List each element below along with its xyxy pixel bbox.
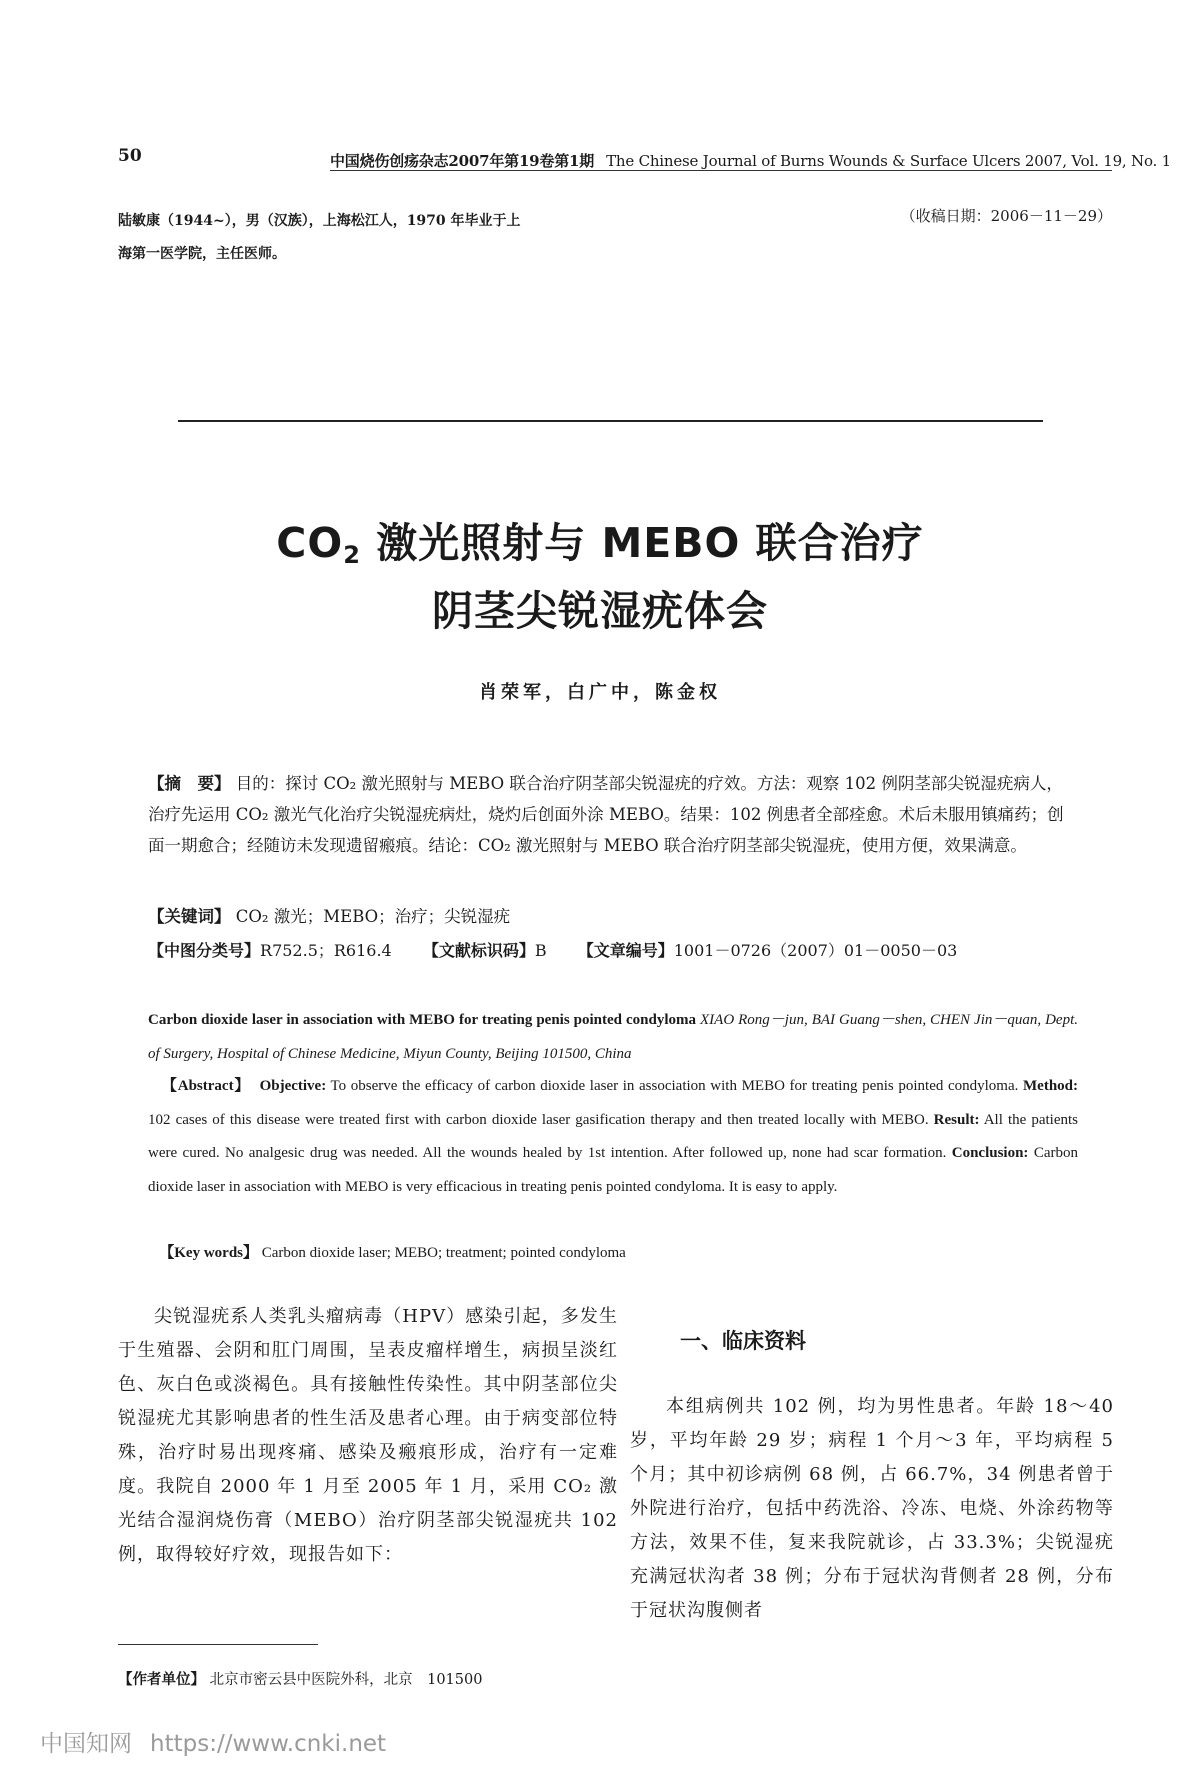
article-title-line2: 阴茎尖锐湿疣体会 xyxy=(432,587,768,635)
keywords-cn-label: 【关键词】 xyxy=(148,907,231,926)
abstract-en-label: 【Abstract】 xyxy=(161,1078,251,1094)
abstract-cn-text: 目的：探讨 CO₂ 激光照射与 MEBO 联合治疗阴茎部尖锐湿疣的疗效。方法：观察 102 例阴茎部尖锐湿疣病人，治疗先运用 CO₂ 激光气化治疗尖锐湿疣病灶，烧灼后创面外涂 MEBO。结果：102 例患者全部痊愈。术后未服用镇痛药；创面一期愈合；经随访未发现遗留瘢痕。结论：CO₂ 激光照射与 MEBO 联合治疗阴茎部尖锐湿疣，使用方便，效果满意。 xyxy=(148,774,1064,855)
english-authors: XIAO Rong－jun, BAI Guang－shen, CHEN Jin－quan, Dept. of Surgery, Hospital of Chinese Medicine, Miyun County, Beijing 101500, China xyxy=(148,1012,1079,1062)
header-rule xyxy=(330,170,1112,171)
objective-label: Objective: xyxy=(259,1078,327,1094)
journal-name-en: The Chinese Journal of Burns Wounds & Surface Ulcers 2007, Vol. 19, No. 1 xyxy=(606,152,1172,170)
keywords-cn xyxy=(148,903,1078,927)
affiliation-text: 北京市密云县中医院外科，北京 101500 xyxy=(205,1672,483,1688)
author-affiliation xyxy=(118,1668,482,1689)
abstract-en xyxy=(148,1070,1078,1204)
title-rest: 激光照射与 MEBO 联合治疗 xyxy=(360,519,924,567)
watermark-url: https://www.cnki.net xyxy=(150,1731,387,1757)
title-subscript: 2 xyxy=(343,541,361,569)
abstract-cn-label: 【摘 要】 xyxy=(148,774,231,793)
author-bio xyxy=(118,205,618,271)
body-left-paragraph: 尖锐湿疣系人类乳头瘤病毒（HPV）感染引起，多发生于生殖器、会阴和肛门周围，呈表皮瘤样增生，病损呈淡红色、灰白色或淡褐色。具有接触性传染性。其中阴茎部位尖锐湿疣尤其影响患者的性生活及患者心理。由于病变部位特殊，治疗时易出现疼痛、感染及瘢痕形成，治疗有一定难度。我院自 2000 年 1 月至 2005 年 1 月，采用 CO₂ 激光结合湿润烧伤膏（MEBO）治疗阴茎部尖锐湿疣共 102 例，取得较好疗效，现报告如下： xyxy=(118,1306,618,1565)
classification-line xyxy=(148,938,1108,961)
received-date: （收稿日期：2006－11－29） xyxy=(900,207,1112,225)
objective-text: To observe the efficacy of carbon dioxide laser in association with MEBO for treating penis pointed condyloma. xyxy=(326,1078,1019,1094)
article-no-value: 1001－0726（2007）01－0050－03 xyxy=(673,941,958,960)
clc-label: 【中图分类号】 xyxy=(148,941,261,960)
article-no-label: 【文章编号】 xyxy=(577,941,674,960)
doc-code-label: 【文献标识码】 xyxy=(422,941,535,960)
conclusion-text: Carbon dioxide laser in association with MEBO is very efficacious in treating penis pointed condyloma. It is easy to apply. xyxy=(148,1145,1078,1195)
authors: 肖荣军，白广中，陈金权 xyxy=(479,682,721,703)
footnote-rule xyxy=(118,1644,318,1645)
result-label: Result: xyxy=(933,1111,980,1128)
title-co: CO xyxy=(276,519,344,567)
cnki-watermark xyxy=(40,1725,386,1758)
abstract-cn xyxy=(148,768,1078,861)
doc-code-value: B xyxy=(534,941,547,960)
method-label: Method: xyxy=(1023,1078,1079,1094)
keywords-cn-text: CO₂ 激光；MEBO；治疗；尖锐湿疣 xyxy=(230,907,511,926)
result-text: All the patients were cured. No analgesic drug was needed. All the wounds healed by 1st intention. After followed up, none had scar formation. xyxy=(148,1111,1079,1161)
running-head xyxy=(330,150,1171,171)
body-right-paragraph: 本组病例共 102 例，均为男性患者。年龄 18～40 岁，平均年龄 29 岁；病程 1 个月～3 年，平均病程 5 个月；其中初诊病例 68 例，占 66.7%，34 例患者曾于外院进行治疗，包括中药洗浴、冷冻、电烧、外涂药物等方法，效果不佳，复来我院就诊，占 33.3%；尖锐湿疣充满冠状沟者 38 例；分布于冠状沟背侧者 28 例，分布于冠状沟腹侧者 xyxy=(630,1396,1115,1621)
keywords-en-label: 【Key words】 xyxy=(159,1245,258,1261)
english-title: Carbon dioxide laser in association with MEBO for treating penis pointed condyloma xyxy=(148,1012,697,1028)
clc-value: R752.5；R616.4 xyxy=(260,941,392,960)
title-rule xyxy=(178,420,1043,422)
keywords-en-text: Carbon dioxide laser; MEBO; treatment; pointed condyloma xyxy=(258,1245,626,1261)
page-number: 50 xyxy=(118,146,142,166)
affiliation-label: 【作者单位】 xyxy=(118,1671,205,1688)
english-title-block xyxy=(148,1003,1078,1071)
article-title-line1 xyxy=(0,510,1200,569)
section-heading: 一、临床资料 xyxy=(680,1329,806,1353)
method-text: 102 cases of this disease were treated first with carbon dioxide laser gasification therapy and then treated locally with MEBO. xyxy=(148,1111,929,1128)
conclusion-label: Conclusion: xyxy=(951,1145,1029,1161)
watermark-brand: 中国知网 xyxy=(40,1731,132,1757)
journal-name-cn: 中国烧伤创疡杂志2007年第19卷第1期 xyxy=(330,152,595,170)
author-bio-line: 海第一医学院，主任医师。 xyxy=(118,246,286,262)
author-bio-line: 陆敏康（1944~），男（汉族），上海松江人，1970 年毕业于上 xyxy=(118,213,521,229)
keywords-en xyxy=(148,1237,1078,1271)
